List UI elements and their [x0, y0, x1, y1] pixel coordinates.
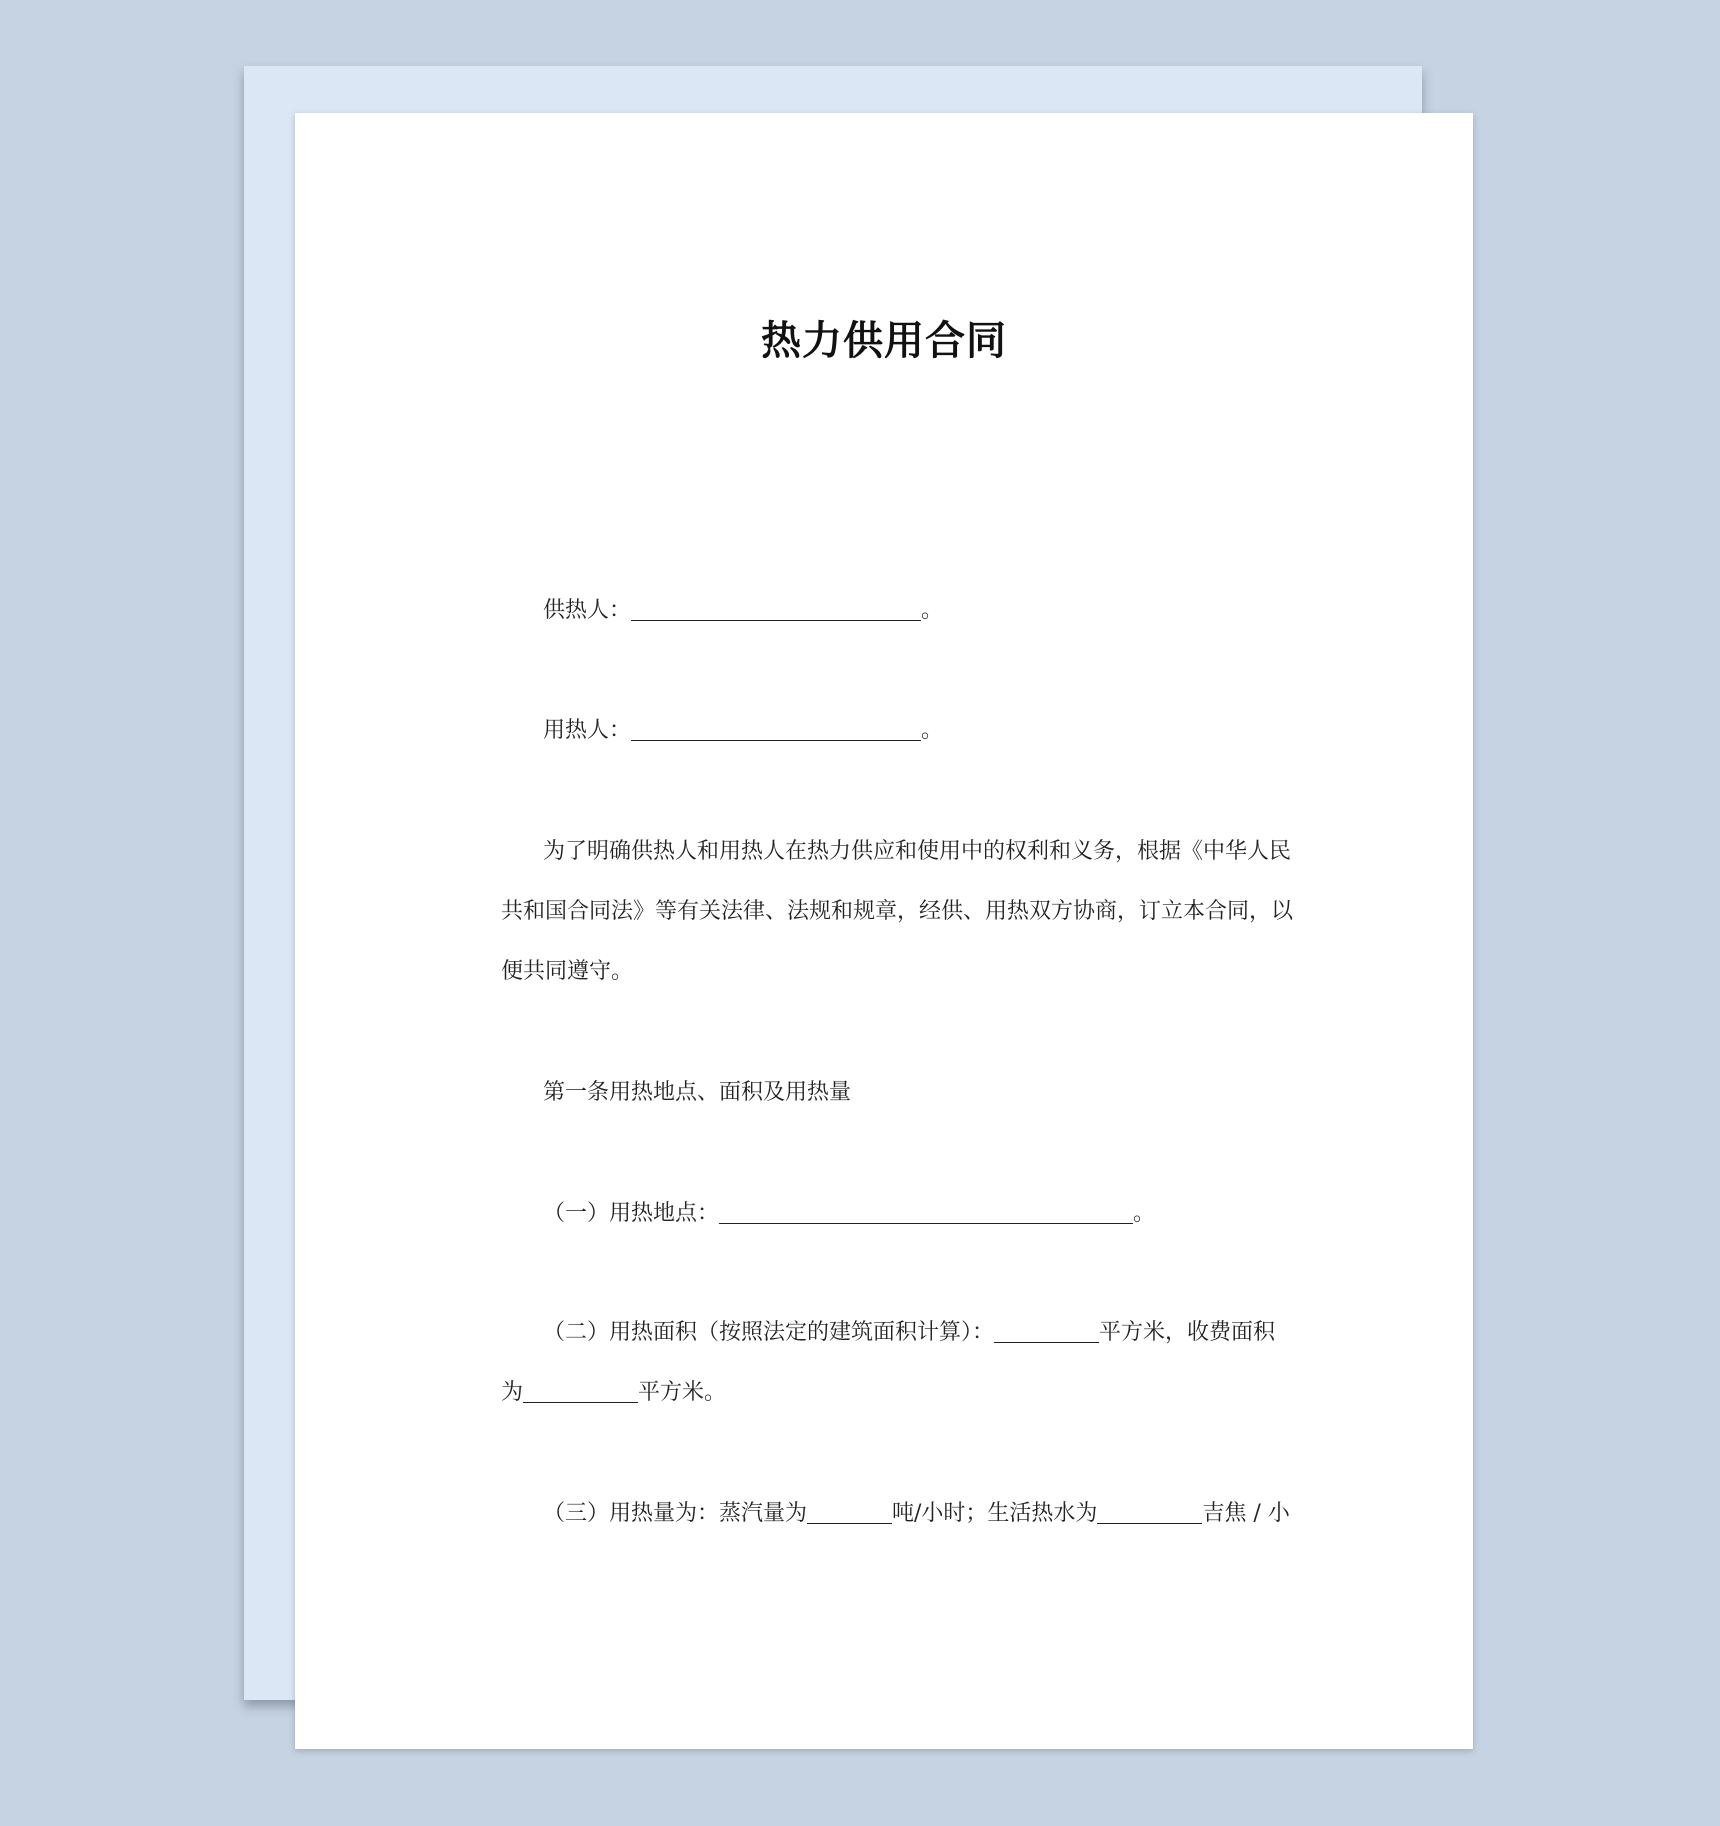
item2-blank-2	[523, 1380, 638, 1403]
item1-end: 。	[1133, 1201, 1156, 1226]
item2-line2-end: 平方米。	[638, 1380, 727, 1405]
document-page	[295, 113, 1473, 1749]
document-title: 热力供用合同	[761, 318, 1007, 364]
item2-line-2	[501, 1378, 726, 1408]
item2-line1-end: 平方米，收费面积	[1099, 1320, 1276, 1345]
item3-mid: 吨/小时；生活热水为	[892, 1501, 1098, 1526]
supplier-label: 供热人：	[543, 598, 632, 623]
preamble-line-3: 便共同遵守。	[501, 959, 634, 984]
item3-blank-1	[807, 1501, 892, 1524]
user-end: 。	[921, 718, 944, 743]
article1-heading: 第一条用热地点、面积及用热量	[543, 1080, 852, 1105]
item3-end: 吉焦 / 小	[1202, 1501, 1290, 1526]
supplier-end: 。	[921, 598, 944, 623]
user-label: 用热人：	[543, 718, 632, 743]
supplier-line	[501, 596, 943, 626]
item2-line2-start: 为	[501, 1380, 524, 1405]
item3-label: （三）用热量为：蒸汽量为	[543, 1501, 808, 1526]
item3-line	[501, 1499, 1290, 1529]
preamble-line-2: 共和国合同法》等有关法律、法规和规章，经供、用热双方协商，订立本合同，以	[501, 899, 1294, 924]
preamble-line-1: 为了明确供热人和用热人在热力供应和使用中的权利和义务，根据《中华人民	[543, 839, 1292, 864]
user-line	[501, 716, 943, 746]
supplier-blank	[631, 598, 921, 621]
item2-line-1	[501, 1318, 1275, 1348]
item3-blank-2	[1097, 1501, 1202, 1524]
item2-blank-1	[994, 1320, 1099, 1343]
item1-line	[501, 1199, 1155, 1229]
item1-label: （一）用热地点：	[543, 1201, 720, 1226]
user-blank	[631, 718, 921, 741]
item1-blank	[719, 1201, 1133, 1224]
item2-label: （二）用热面积（按照法定的建筑面积计算）：	[543, 1320, 995, 1345]
